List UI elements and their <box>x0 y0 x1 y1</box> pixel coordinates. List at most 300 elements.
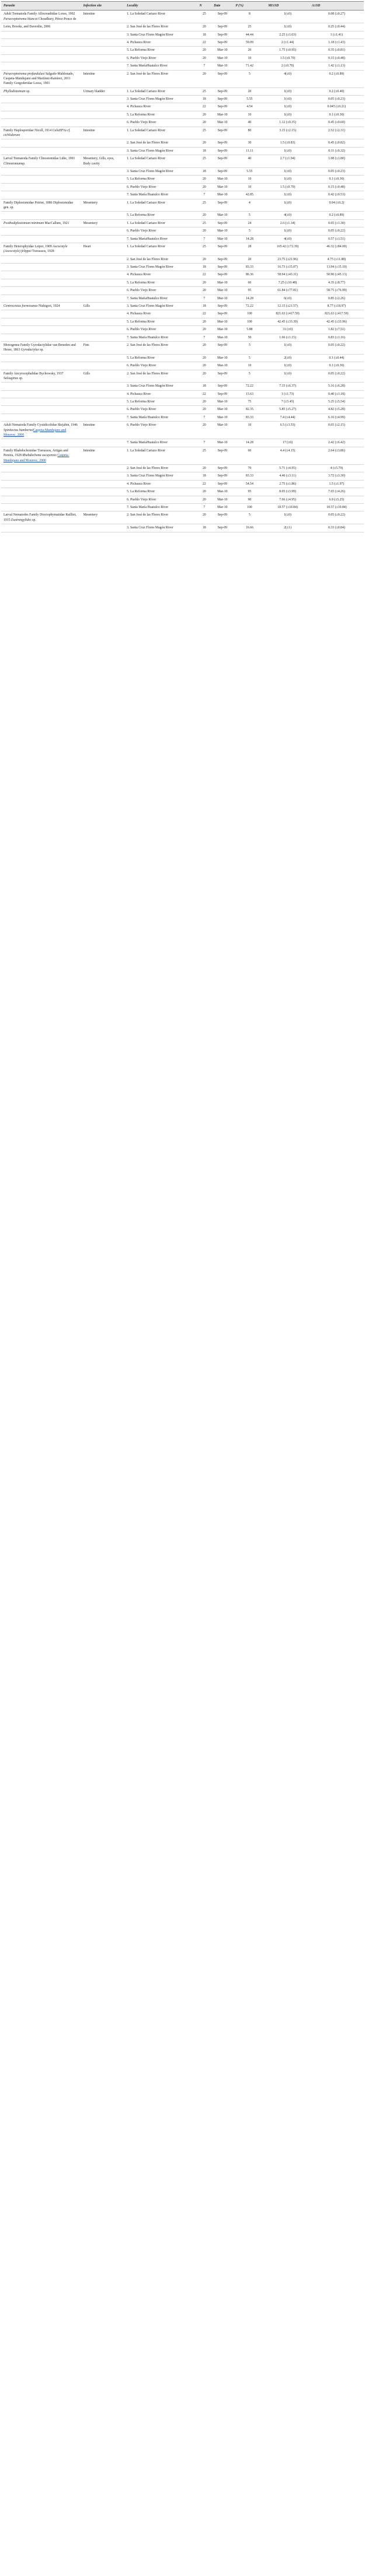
table-row <box>1 243 364 255</box>
date-cell: Sep-09 <box>211 155 233 168</box>
parasite-cell <box>1 219 81 227</box>
mean-intensity-cell: 12.15 (±21.57) <box>266 303 310 310</box>
abundance-cell: 0.33 (±0.84) <box>310 524 364 532</box>
locality-cell: 7. Santa MaríaHuatulco River <box>124 62 197 70</box>
table-row <box>1 496 364 503</box>
header-mean-intensity: MI±SD <box>266 2 310 10</box>
abundance-cell: 4 (±5.79) <box>310 465 364 472</box>
date-cell: Sep-09 <box>211 303 233 310</box>
infection-site-cell <box>81 23 125 31</box>
mean-intensity-cell: 6.5 (±3.53) <box>266 422 310 439</box>
parasite-cell <box>1 212 81 219</box>
prevalence-cell: 60 <box>233 279 266 286</box>
date-cell: Sep-09 <box>211 243 233 255</box>
mean-intensity-cell: 1(±0) <box>266 111 310 118</box>
prevalence-cell: 25 <box>233 23 266 31</box>
infection-site-cell: Mesentery <box>81 511 125 524</box>
table-row <box>1 167 364 175</box>
abundance-cell: 0.2 (±0.89) <box>310 212 364 219</box>
n-cell: 25 <box>197 87 211 95</box>
parasite-cell <box>1 31 81 38</box>
prevalence-cell: 40 <box>233 119 266 127</box>
infection-site-cell: Intestine <box>81 127 125 139</box>
locality-cell: 3. Santa Cruz Flores Magón River <box>124 383 197 390</box>
infection-site-cell <box>81 326 125 334</box>
prevalence-cell: 95 <box>233 488 266 496</box>
n-cell: 25 <box>197 10 211 23</box>
abundance-cell: 42.45 (±33.96) <box>310 318 364 325</box>
table-row <box>1 326 364 334</box>
prevalence-cell: 4 <box>233 199 266 212</box>
abundance-cell: 13.94 (±15.10) <box>310 264 364 271</box>
table-row <box>1 96 364 103</box>
n-cell: 18 <box>197 524 211 532</box>
prevalence-cell: 20 <box>233 87 266 95</box>
locality-cell: 6. Pueblo Viejo River <box>124 362 197 370</box>
taxon-text: Adult Trematoda Family Allocreadiidae Looss, 1902 <box>4 12 75 16</box>
prevalence-cell: 83.33 <box>233 264 266 271</box>
prevalence-cell: 95 <box>233 287 266 295</box>
prevalence-cell: 5 <box>233 227 266 235</box>
abundance-cell: 2.64 (±3.86) <box>310 447 364 464</box>
table-row <box>1 235 364 243</box>
abundance-cell: 0.15 (±0.48) <box>310 54 364 62</box>
table-row <box>1 127 364 139</box>
table-row <box>1 111 364 118</box>
infection-site-cell: Intestine <box>81 70 125 87</box>
mean-intensity-cell: 17 (±0) <box>266 439 310 447</box>
table-row <box>1 334 364 341</box>
n-cell: 25 <box>197 447 211 464</box>
taxon-text: Larval Trematoda Family Clinostomidae Lühe, 1901 <box>4 157 75 161</box>
table-row <box>1 155 364 168</box>
mean-intensity-cell: 1.5 (±0.83) <box>266 139 310 147</box>
parasite-cell <box>1 295 81 302</box>
parasite-cell <box>1 264 81 271</box>
parasite-cell <box>1 54 81 62</box>
n-cell: 20 <box>197 119 211 127</box>
parasite-cell <box>1 119 81 127</box>
date-cell: Sep-09 <box>211 472 233 480</box>
abundance-cell: 1 (±1.41) <box>310 31 364 38</box>
date-cell: Sep-09 <box>211 167 233 175</box>
date-cell: Sep-09 <box>211 390 233 398</box>
taxon-text: MacCallum, 1921 <box>44 221 69 225</box>
prevalence-cell: 100 <box>233 310 266 318</box>
parasite-cell <box>1 227 81 235</box>
species-name: CuluHFra cf. cichlidorum <box>4 128 71 138</box>
species-name: Phyllodistomum <box>4 89 26 93</box>
parasite-cell <box>1 465 81 472</box>
n-cell: 18 <box>197 96 211 103</box>
infection-site-cell <box>81 310 125 318</box>
parasite-cell <box>1 199 81 212</box>
mean-intensity-cell: 1.5 (±0.70) <box>266 183 310 191</box>
date-cell: Mar-10 <box>211 422 233 439</box>
table-row <box>1 47 364 54</box>
prevalence-cell: 75 <box>233 398 266 406</box>
table-row <box>1 119 364 127</box>
taxon-text: León, Brooks, and Daverdin, 2006 <box>4 25 51 29</box>
infection-site-cell <box>81 139 125 147</box>
mean-intensity-cell: 2 (±1.44) <box>266 38 310 46</box>
infection-site-cell <box>81 38 125 46</box>
mean-intensity-cell: 16.73 (±15.07) <box>266 264 310 271</box>
locality-cell: 6. Pueblo Viejo River <box>124 227 197 235</box>
parasite-cell <box>1 96 81 103</box>
abundance-cell: 0.1 (±0.30) <box>310 111 364 118</box>
parasite-cell <box>1 496 81 503</box>
prevalence-cell: 4.54 <box>233 103 266 111</box>
abundance-cell: 0.045 (±0.21) <box>310 103 364 111</box>
prevalence-cell: 13.63 <box>233 390 266 398</box>
table-row <box>1 103 364 111</box>
n-cell: 18 <box>197 147 211 155</box>
prevalence-cell: 5 <box>233 354 266 362</box>
parasite-cell <box>1 70 81 87</box>
locality-cell: 5. La Reforma River <box>124 176 197 183</box>
n-cell: 20 <box>197 227 211 235</box>
table-body <box>1 10 364 532</box>
species-name: Posthodiplostomum minimum <box>4 221 44 225</box>
infection-site-cell <box>81 496 125 503</box>
locality-cell: 7. Santa María Huatulco River <box>124 334 197 341</box>
species-name: Centrocestus formosanus <box>4 304 38 309</box>
abundance-cell: 3.72 (±3.30) <box>310 472 364 480</box>
locality-cell: 6. Pueblo Viejo River <box>124 183 197 191</box>
abundance-cell: 18.57 (±10.84) <box>310 503 364 511</box>
species-name: Gyrodactylus <box>20 348 39 352</box>
date-cell: Mar-10 <box>211 362 233 370</box>
locality-cell: 7. Santa MaríaHuatulco River <box>124 439 197 447</box>
mean-intensity-cell: 1(±0) <box>266 199 310 212</box>
abundance-cell: 1.42 (±1.13) <box>310 62 364 70</box>
n-cell: 25 <box>197 219 211 227</box>
infection-site-cell <box>81 406 125 413</box>
infection-site-cell <box>81 472 125 480</box>
prevalence-cell: 16.66 <box>233 524 266 532</box>
mean-intensity-cell: 2.7 (±1.94) <box>266 155 310 168</box>
n-cell: 22 <box>197 390 211 398</box>
table-row <box>1 54 364 62</box>
parasite-cell <box>1 243 81 255</box>
header-abundance: A±SD <box>310 2 364 10</box>
parasite-cell <box>1 511 81 524</box>
n-cell: 25 <box>197 199 211 212</box>
parasite-cell <box>1 318 81 325</box>
mean-intensity-cell: 1(±0) <box>266 227 310 235</box>
mean-intensity-cell: 1(±0) <box>266 147 310 155</box>
prevalence-cell: 20 <box>233 47 266 54</box>
parasite-cell <box>1 524 81 532</box>
table-row <box>1 219 364 227</box>
taxon-text: sp. <box>39 348 44 352</box>
taxon-text: Family Ancyrocephalidae Bychowsky, 1937 <box>4 371 64 376</box>
prevalence-cell: 5.55 <box>233 167 266 175</box>
infection-site-cell: Intestine <box>81 10 125 23</box>
table-row <box>1 271 364 279</box>
date-cell: Sep-09 <box>211 480 233 488</box>
prevalence-cell: 20 <box>233 255 266 263</box>
table-row <box>1 406 364 413</box>
parasite-cell <box>1 326 81 334</box>
n-cell: 20 <box>197 255 211 263</box>
date-cell: Sep-09 <box>211 264 233 271</box>
prevalence-cell: 30 <box>233 139 266 147</box>
parasite-cell <box>1 38 81 46</box>
date-cell: Sep-09 <box>211 96 233 103</box>
date-cell: Sep-09 <box>211 103 233 111</box>
parasite-cell <box>1 87 81 95</box>
locality-cell: 4. Pichauca River <box>124 38 197 46</box>
abundance-cell: 0.05 (±0.22) <box>310 341 364 354</box>
locality-cell: 6. Pueblo Viejo River <box>124 287 197 295</box>
locality-cell: 3. Santa Cruz Flores Magón River <box>124 167 197 175</box>
n-cell: 7 <box>197 439 211 447</box>
abundance-cell: 0.11 (±0.32) <box>310 147 364 155</box>
infection-site-cell <box>81 334 125 341</box>
prevalence-cell: 5 <box>233 212 266 219</box>
infection-site-cell <box>81 212 125 219</box>
n-cell: 20 <box>197 341 211 354</box>
table-row <box>1 488 364 496</box>
parasite-cell <box>1 398 81 406</box>
locality-cell: 5. La Reforma River <box>124 111 197 118</box>
prevalence-cell: 5.55 <box>233 96 266 103</box>
mean-intensity-cell: 7 (±5.45) <box>266 398 310 406</box>
date-cell: Mar-10 <box>211 47 233 54</box>
prevalence-cell: 10 <box>233 362 266 370</box>
infection-site-cell <box>81 103 125 111</box>
header-date: Date <box>211 2 233 10</box>
reference-link[interactable]: Caspeta-Mandujano and Moravec, 2000 <box>4 428 67 437</box>
date-cell: Mar-10 <box>211 398 233 406</box>
abundance-cell: 0.42 (±0.53) <box>310 191 364 199</box>
date-cell: Sep-09 <box>211 383 233 390</box>
locality-cell: 6. Pueblo Viejo River <box>124 326 197 334</box>
locality-cell: 2. San José de las Flores River <box>124 23 197 31</box>
date-cell: Sep-09 <box>211 87 233 95</box>
date-cell: Sep-09 <box>211 70 233 87</box>
infection-site-cell <box>81 465 125 472</box>
abundance-cell: 0.05 (±0.22) <box>310 227 364 235</box>
abundance-cell: 2.42 (±6.42) <box>310 439 364 447</box>
n-cell: 7 <box>197 334 211 341</box>
abundance-cell: 0.45 (±0.60) <box>310 119 364 127</box>
infection-site-cell: Heart <box>81 243 125 255</box>
locality-cell: 5. La Reforma River <box>124 318 197 325</box>
table-row <box>1 447 364 464</box>
date-cell: Sep-09 <box>211 219 233 227</box>
prevalence-cell: 40 <box>233 155 266 168</box>
abundance-cell: 50.90 (±45.13) <box>310 271 364 279</box>
mean-intensity-cell: 7.15 (±6.37) <box>266 383 310 390</box>
mean-intensity-cell: 4(±0) <box>266 235 310 243</box>
taxon-text: Family Diplostomidae Poirier, 1886 Diplostomidae gen. sp. <box>4 201 74 209</box>
locality-cell: 4. Pichauca River <box>124 480 197 488</box>
mean-intensity-cell: 7.66 (±4.95) <box>266 496 310 503</box>
n-cell: 22 <box>197 480 211 488</box>
parasite-cell <box>1 255 81 263</box>
n-cell: 18 <box>197 31 211 38</box>
table-row <box>1 511 364 524</box>
date-cell: Sep-09 <box>211 271 233 279</box>
parasite-cell <box>1 10 81 23</box>
parasite-cell <box>1 439 81 447</box>
prevalence-cell: 86.36 <box>233 271 266 279</box>
parasite-cell <box>1 303 81 310</box>
locality-cell: 4. Pichauca River <box>124 310 197 318</box>
infection-site-cell <box>81 31 125 38</box>
prevalence-cell: 72.22 <box>233 383 266 390</box>
mean-intensity-cell: 1(±0) <box>266 23 310 31</box>
mean-intensity-cell: 6(±0) <box>266 295 310 302</box>
taxon-text: Monogenea Family Gyrodactylidae van Beneden and Hesse, 1863 <box>4 343 76 352</box>
infection-site-cell <box>81 503 125 511</box>
mean-intensity-cell: 821.63 (±417.59) <box>266 310 310 318</box>
infection-site-cell <box>81 264 125 271</box>
mean-intensity-cell: 1(±0) <box>266 167 310 175</box>
reference-link[interactable]: Caspeta-Mandujano and Moravec, 2000 <box>4 454 69 462</box>
abundance-cell: 0.05 (±0.22) <box>310 370 364 383</box>
locality-cell: 2. San José de las Flores River <box>124 465 197 472</box>
table-row <box>1 303 364 310</box>
locality-cell: 6. Pueblo Viejo River <box>124 422 197 439</box>
parasite-cell <box>1 167 81 175</box>
infection-site-cell: Urinary bladder <box>81 87 125 95</box>
prevalence-cell: 82.35 <box>233 406 266 413</box>
infection-site-cell <box>81 390 125 398</box>
parasite-cell <box>1 413 81 421</box>
table-row <box>1 10 364 23</box>
n-cell: 18 <box>197 167 211 175</box>
mean-intensity-cell: 61.84 (±77.81) <box>266 287 310 295</box>
parasite-cell <box>1 383 81 390</box>
n-cell: 20 <box>197 326 211 334</box>
infection-site-cell <box>81 287 125 295</box>
locality-cell: 3. Santa Cruz Flores Magón River <box>124 31 197 38</box>
date-cell: Sep-09 <box>211 370 233 383</box>
table-row <box>1 310 364 318</box>
locality-cell: 6. Pueblo Viejo River <box>124 406 197 413</box>
infection-site-cell <box>81 480 125 488</box>
prevalence-cell: 59.09 <box>233 38 266 46</box>
table-row <box>1 62 364 70</box>
prevalence-cell: 5 <box>233 341 266 354</box>
prevalence-cell: 8 <box>233 10 266 23</box>
mean-intensity-cell: 1(±0) <box>266 341 310 354</box>
date-cell: Mar-10 <box>211 227 233 235</box>
table-row <box>1 191 364 199</box>
abundance-cell: 0.15 (±0.48) <box>310 183 364 191</box>
abundance-cell: 6.16 (±4.99) <box>310 413 364 421</box>
date-cell: Mar-10 <box>211 354 233 362</box>
infection-site-cell <box>81 119 125 127</box>
locality-cell: 7. Santa MaríaHuatulco River <box>124 235 197 243</box>
abundance-cell: 0.57 (±1.51) <box>310 235 364 243</box>
mean-intensity-cell: 1(±0) <box>266 362 310 370</box>
table-row <box>1 212 364 219</box>
n-cell: 20 <box>197 287 211 295</box>
table-row <box>1 362 364 370</box>
date-cell: Sep-09 <box>211 10 233 23</box>
date-cell: Sep-09 <box>211 23 233 31</box>
abundance-cell: 5.16 (±6.28) <box>310 383 364 390</box>
locality-cell: 2. San José de las Flores River <box>124 370 197 383</box>
n-cell: 20 <box>197 422 211 439</box>
parasite-cell <box>1 310 81 318</box>
parasite-cell <box>1 155 81 168</box>
n-cell: 20 <box>197 354 211 362</box>
locality-cell: 1. La Soledad Cariazo River <box>124 155 197 168</box>
parasite-cell <box>1 406 81 413</box>
prevalence-cell: 71.42 <box>233 62 266 70</box>
taxon-text: sp. <box>21 162 26 166</box>
parasite-cell <box>1 287 81 295</box>
abundance-cell: 0.65 (±1.30) <box>310 219 364 227</box>
locality-cell: 2. San José de las Flores River <box>124 511 197 524</box>
n-cell: 20 <box>197 212 211 219</box>
date-cell: Mar-10 <box>211 334 233 341</box>
parasite-cell <box>1 235 81 243</box>
abundance-cell: 46.32 (±84.00) <box>310 243 364 255</box>
taxon-text: Larval Nematodes Family Dioctophymatidae Railliet, 1915 <box>4 513 77 522</box>
table-row <box>1 390 364 398</box>
locality-cell: 5. La Reforma River <box>124 488 197 496</box>
mean-intensity-cell: 5.85 (±5.27) <box>266 406 310 413</box>
parasite-cell <box>1 341 81 354</box>
prevalence-cell: 14.28 <box>233 235 266 243</box>
table-row <box>1 147 364 155</box>
prevalence-cell: 83.33 <box>233 413 266 421</box>
n-cell: 20 <box>197 398 211 406</box>
prevalence-cell: 100 <box>233 318 266 325</box>
table-row <box>1 318 364 325</box>
infection-site-cell: Intestine <box>81 447 125 464</box>
taxon-text: Salgado-Maldonado, Caspeta-Mandujano and Martínez-Ramírez, 2011 Family Gorgoderidae Looss, 1901 <box>4 72 74 86</box>
parasite-cell <box>1 127 81 139</box>
abundance-cell: 0.1 (±0.30) <box>310 362 364 370</box>
n-cell: 20 <box>197 176 211 183</box>
parasite-cell <box>1 362 81 370</box>
locality-cell: 7. Santa María Huatulco River <box>124 413 197 421</box>
infection-site-cell <box>81 235 125 243</box>
parasite-cell <box>1 271 81 279</box>
date-cell: Mar-10 <box>211 413 233 421</box>
n-cell: 7 <box>197 503 211 511</box>
infection-site-cell <box>81 271 125 279</box>
prevalence-cell: 10 <box>233 422 266 439</box>
date-cell: Sep-09 <box>211 38 233 46</box>
infection-site-cell <box>81 167 125 175</box>
parasite-cell <box>1 334 81 341</box>
n-cell: 22 <box>197 38 211 46</box>
date-cell: Sep-09 <box>211 447 233 464</box>
header-infection-site: Infection site <box>81 2 125 10</box>
table-row <box>1 199 364 212</box>
infection-site-cell: Mesentery <box>81 199 125 212</box>
abundance-cell: 0.05 (±0.23) <box>310 96 364 103</box>
locality-cell: 6. Pueblo Viejo River <box>124 119 197 127</box>
n-cell: 18 <box>197 303 211 310</box>
infection-site-cell: Intestine <box>81 422 125 439</box>
table-row <box>1 87 364 95</box>
n-cell: 20 <box>197 465 211 472</box>
n-cell: 20 <box>197 47 211 54</box>
mean-intensity-cell: 1.66 (±1.15) <box>266 334 310 341</box>
mean-intensity-cell: 2.6 (±1.34) <box>266 219 310 227</box>
table-row <box>1 524 364 532</box>
